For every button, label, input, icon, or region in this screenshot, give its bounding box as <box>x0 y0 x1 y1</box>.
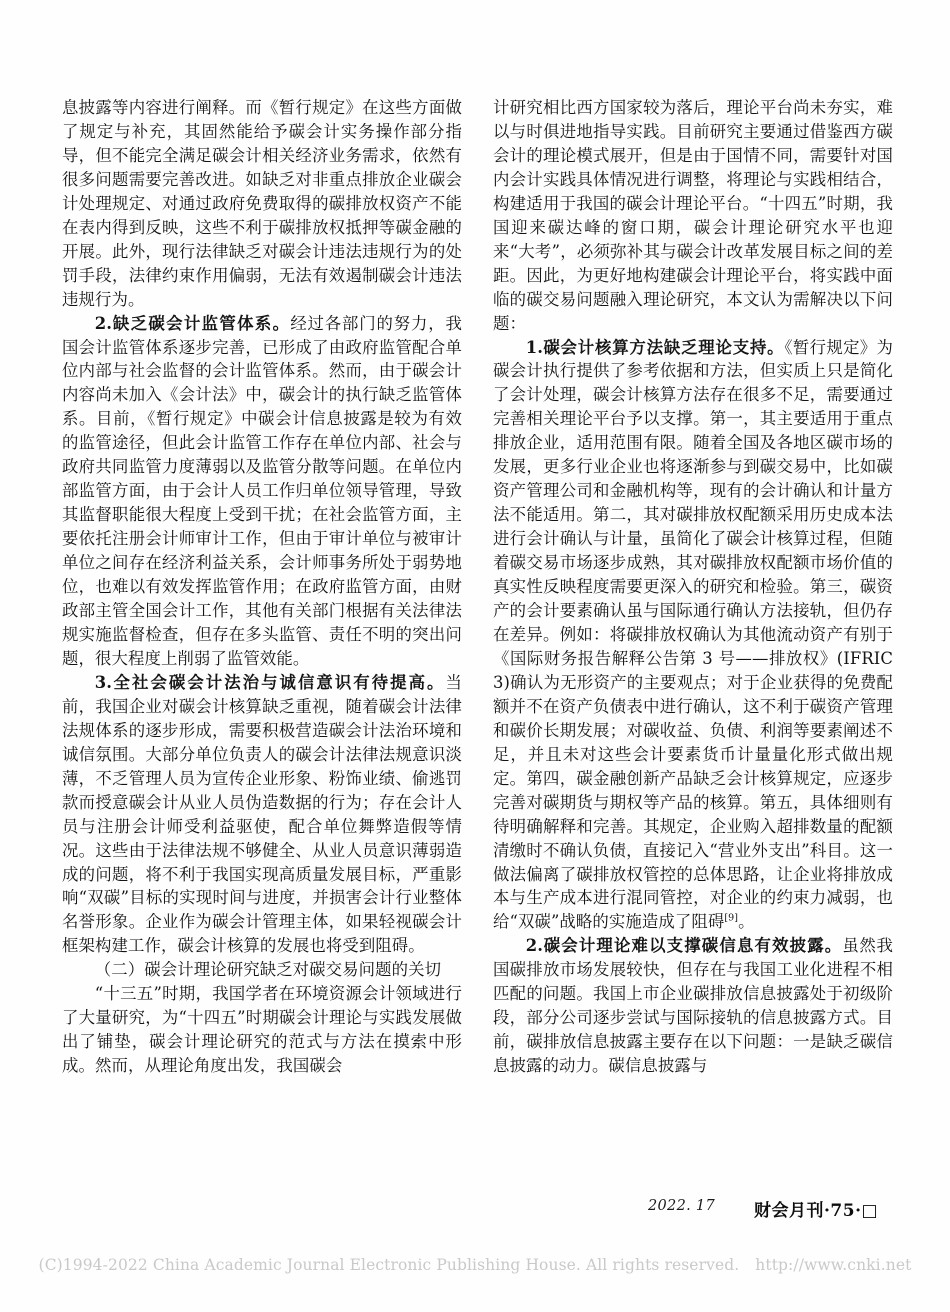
paragraph-section-two-continued: 计研究相比西方国家较为落后，理论平台尚未夯实，难以与时俱进地指导实践。目前研究主要通过借鉴西方碳会计的理论模式展开，但是由于国情不同，需要针对国内会计实践具体情况进行调整，将理论与实践相结合，构建适用于我国的碳会计理论平台。“十四五”时期，我国迎来碳达峰的窗口期，碳会计理论研究水平也迎来“大考”，必须弥补其与碳会计改革发展目标之间的差距。因此，为更好地构建碳会计理论平台，将实践中面临的碳交易问题融入理论研究，本文认为需解决以下问题： <box>493 98 893 333</box>
paragraph-continued: 息披露等内容进行阐释。而《暂行规定》在这些方面做了规定与补充，其固然能给予碳会计实务操作部分指导，但不能完全满足碳会计相关经济业务需求，依然有很多问题需要完善改进。如缺乏对非重点排放企业碳会计处理规定、对通过政府免费取得的碳排放权资产不能在表内得到反映，这些不利于碳排放权抵押等碳金融的开展。此外，现行法律缺乏对碳会计违法违规行为的处罚手段，法律约束作用偏弱，无法有效遏制碳会计违法违规行为。 <box>62 98 462 309</box>
right-point-1-number: 1. <box>525 337 544 357</box>
footer-journal-line <box>754 1196 878 1221</box>
point-3-body: 当前，我国企业对碳会计核算缺乏重视，随着碳会计法律法规体系的逐步形成，需要积极营造碳会计法治环境和诚信氛围。大部分单位负责人的碳会计法律法规意识淡薄，不乏管理人员为宣传企业形象、粉饰业绩、偷逃罚款而授意碳会计从业人员伪造数据的行为；存在会计人员与注册会计师受利益驱使，配合单位舞弊造假等情况。这些由于法律法规不够健全、从业人员意识薄弱造成的问题，将不利于我国实现高质量发展目标，严重影响“双碳”目标的实现时间与进度，并损害会计行业整体名誉形象。企业作为碳会计管理主体，如果轻视碳会计框架构建工作，碳会计核算的发展也将受到阻碍。 <box>62 672 462 956</box>
paragraph-right-point-1 <box>493 336 893 935</box>
page-footer <box>0 1198 950 1228</box>
footer-separator-2: · <box>855 1201 862 1221</box>
paragraph-right-point-2 <box>493 934 893 1078</box>
point-2-heading: 缺乏碳会计监管体系。 <box>112 313 291 333</box>
two-column-body <box>0 96 950 1196</box>
paragraph-point-3 <box>62 671 462 958</box>
copyright-text: (C)1994-2022 China Academic Journal Electronic Publishing House. All rights reserved. <box>38 1256 740 1274</box>
left-column <box>62 96 462 1078</box>
footer-journal-name: 财会月刊 <box>754 1201 824 1221</box>
paragraph-section-two-intro: “十三五”时期，我国学者在环境资源会计领域进行了大量研究，为“十四五”时期碳会计理论与实践发展做出了铺垫，碳会计理论研究的范式与方法在摸索中形成。然而，从理论角度出发，我国碳会 <box>62 984 462 1076</box>
right-point-2-heading: 碳会计理论难以支撑碳信息有效披露。 <box>543 936 843 956</box>
point-2-body: 经过各部门的努力，我国会计监管体系逐步完善，已形成了由政府监管配合单位内部与社会监督的会计监管体系。然而，由于碳会计内容尚未加入《会计法》中，碳会计的执行缺乏监管体系。目前，《暂行规定》中碳会计信息披露是较为有效的监管途径，但此会计监管工作存在单位内部、社会与政府共同监管力度薄弱以及监管分散等问题。在单位内部监管方面，由于会计人员工作归单位领导管理，导致其监督职能很大程度上受到干扰；在社会监管方面，主要依托注册会计师审计工作，但由于审计单位与被审计单位之间存在经济利益关系，会计师事务所处于弱势地位，也难以有效发挥监管作用；在政府监管方面，由财政部主管全国会计工作，其他有关部门根据有关法律法规实施监督检查，但存在多头监管、责任不明的突出问题，很大程度上削弱了监管效能。 <box>62 313 463 668</box>
footer-end-mark: □ <box>861 1201 879 1221</box>
right-point-2-number: 2. <box>525 936 544 956</box>
footer-issue-number: 2022. 17 <box>648 1198 715 1214</box>
right-column <box>493 96 893 1078</box>
section-heading-two: （二）碳会计理论研究缺乏对碳交易问题的关切 <box>94 960 442 980</box>
point-3-number: 3. <box>94 672 113 692</box>
point-3-heading: 全社会碳会计法治与诚信意识有待提高。 <box>112 672 446 692</box>
reference-marker-9: [9] <box>724 912 739 924</box>
cnki-copyright-line <box>0 1256 950 1274</box>
right-point-1-tail: 。 <box>738 912 755 932</box>
copyright-url: http://www.cnki.net <box>755 1256 912 1274</box>
paragraph-point-2 <box>62 312 462 671</box>
right-point-2-body: 虽然我国碳排放市场发展较快，但存在与我国工业化进程不相匹配的问题。我国上市企业碳排放信息披露处于初级阶段，部分公司逐步尝试与国际接轨的信息披露方式。目前，碳排放信息披露主要存在以下问题：一是缺乏碳信息披露的动力。碳信息披露与 <box>493 936 893 1076</box>
footer-separator-1: · <box>824 1201 831 1221</box>
right-point-1-heading: 碳会计核算方法缺乏理论支持。 <box>543 337 785 357</box>
point-2-number: 2. <box>94 313 113 333</box>
footer-page-number: 75 <box>830 1201 856 1221</box>
right-point-1-body: 《暂行规定》为碳会计执行提供了参考依据和方法，但实质上只是简化了会计处理，碳会计核算方法存在很多不足，需要通过完善相关理论平台予以支撑。第一，其主要适用于重点排放企业，适用范围有限。随着全国及各地区碳市场的发展，更多行业企业也将逐渐参与到碳交易中，比如碳资产管理公司和金融机构等，现有的会计确认和计量方法不能适用。第二，其对碳排放权配额采用历史成本法进行会计确认与计量，虽简化了碳会计核算过程，但随着碳交易市场逐步成熟，其对碳排放权配额市场价值的真实性反映程度需要更深入的研究和检验。第三，碳资产的会计要素确认虽与国际通行确认方法接轨，但仍存在差异。例如：将碳排放权确认为其他流动资产有别于《国际财务报告解释公告第 3 号——排放权》(IFRIC 3)确认为无形资产的主要观点；对于企业获得的免费配额并不在资产负债表中进行确认，这不利于碳资产管理和碳价长期发展；对碳收益、负债、利润等要素阐述不足，并且未对这些会计要素货币计量量化形式做出规定。第四，碳金融创新产品缺乏会计核算规定，应逐步完善对碳期货与期权等产品的核算。第五，具体细则有待明确解释和完善。其规定，企业购入超排数量的配额清缴时不确认负债，直接记入“营业外支出”科目。这一做法偏离了碳排放权管控的总体思路，让企业将排放成本与生产成本进行混同管控，对企业的约束力减弱，也给“双碳”战略的实施造成了阻碍 <box>493 337 894 932</box>
